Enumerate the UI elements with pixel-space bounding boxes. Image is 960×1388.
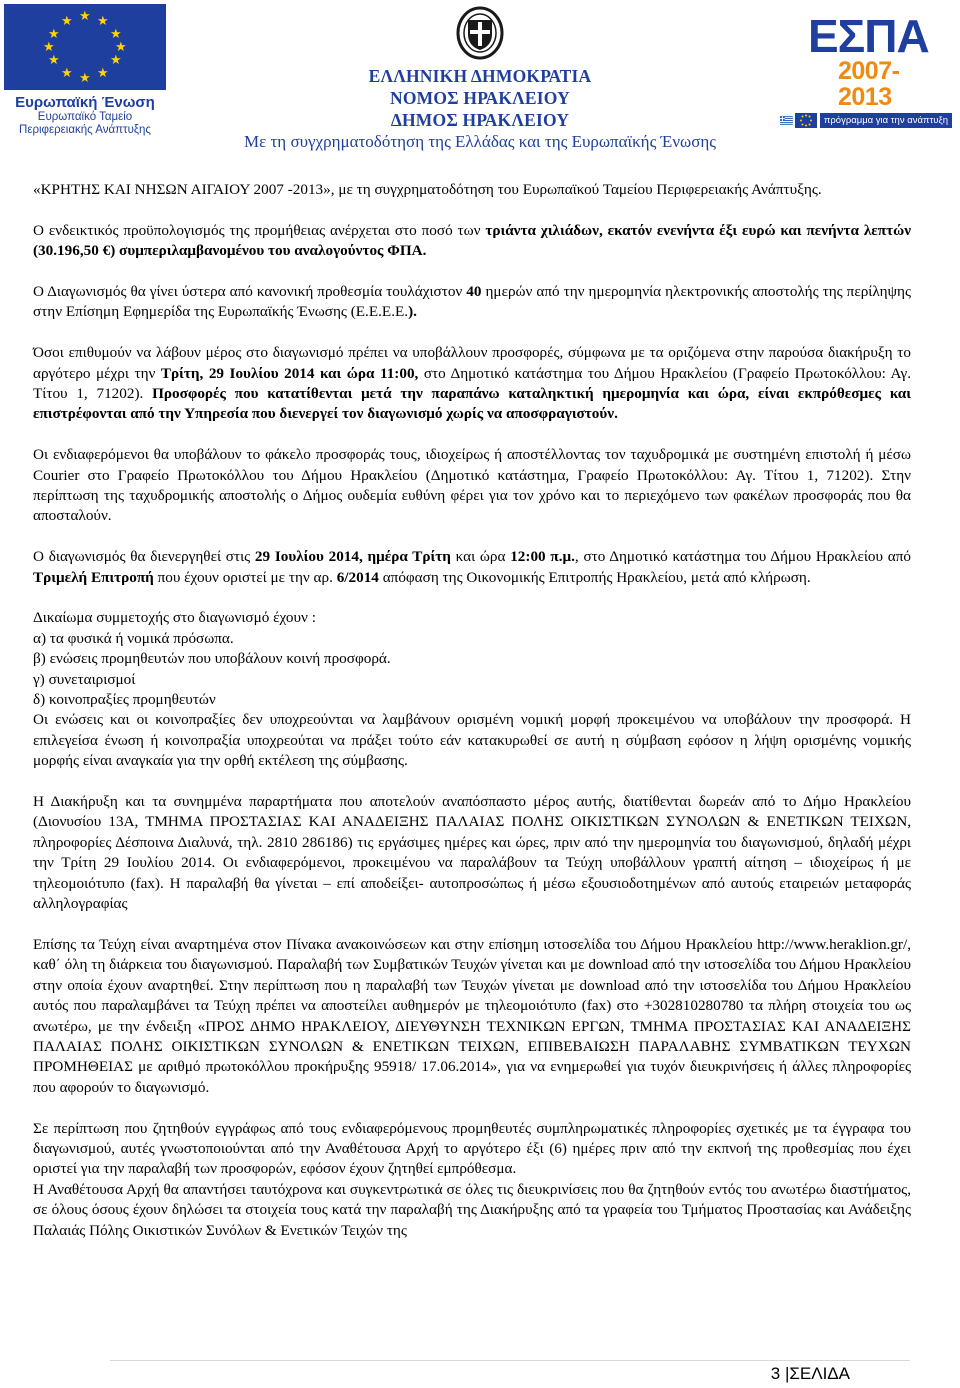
greek-flag-icon bbox=[780, 113, 793, 128]
period-text-2: ημερών από την ημερομηνία ηλεκτρονικής αποστολής της περίληψης στην Επίσημη Εφημερίδα της Ευρωπαϊκής Ένωσης (Ε.Ε.Ε.Ε. bbox=[33, 283, 911, 321]
participation-item-c: γ) συνεταιρισμοί bbox=[33, 670, 136, 688]
header-cofunding: Με τη συγχρηματοδότηση της Ελλάδας και της Ευρωπαϊκής Ένωσης bbox=[243, 132, 717, 151]
paragraph-documents-availability: Η Διακήρυξη και τα συνημμένα παραρτήματα που αποτελούν αναπόσπαστο μέρος αυτής, διατίθενται δωρεάν από το Δήμο Ηρακλείου (Διονυσίου 13Α, ΤΜΗΜΑ ΠΡΟΣΤΑΣΙΑΣ ΚΑΙ ΑΝΑΔΕΙΞΗΣ ΠΑΛΑΙΑΣ ΠΟΛΗΣ ΟΙΚΙΣΤΙΚΩΝ ΣΥΝΟΛΩΝ & ΕΝΕΤΙΚΩΝ ΤΕΙΧΩΝ, πληροφορίες Δέσποινα Διαλυνά, τηλ. 2810 286186) τις εργάσιμες ημέρες και ώρες, πριν από την ημερομηνία του διαγωνισμού, δηλαδή μέχρι την Τρίτη 29 Ιουλίου 2014. Οι ενδιαφερόμενοι, προκειμένου να παραλάβουν τα Τεύχη υποβάλλουν γραπτή αίτηση – ιδιοχείρως ή με τηλεομοιότυπο (fax). Η παραλαβή θα γίνεται – επί αποδείξει- αυτοπροσώπως ή μέσω εξουσιοδοτημένων από αυτούς εταιρειών μεταφοράς αλληλογραφίας bbox=[33, 793, 911, 913]
submission-late-notice: Προσφορές που κατατίθενται μετά την παραπάνω καταληκτική ημερομηνία και ώρα, είναι εκπρόθεσμες και επιστρέφονται από την Υπηρεσία που διενεργεί τον διαγωνισμό χωρίς να αποσφραγιστούν. bbox=[33, 385, 911, 423]
header-republic: ΕΛΛΗΝΙΚΗ ΔΗΜΟΚΡΑΤΙΑ bbox=[368, 66, 592, 86]
period-text-3: ). bbox=[408, 303, 417, 321]
submission-text-2: στο Δημοτικό κατάστημα του Δήμου Ηρακλείου (Γραφείο Πρωτοκόλλου: Αγ. Τίτου 1, 71202). bbox=[33, 364, 911, 403]
paragraph-program: «ΚΡΗΤΗΣ ΚΑΙ ΝΗΣΩΝ ΑΙΓΑΙΟΥ 2007 -2013», με τη συγχρηματοδότηση του Ευρωπαϊκού Ταμείου Περιφερειακής Ανάπτυξης. bbox=[33, 181, 822, 198]
greek-coat-of-arms-icon bbox=[455, 6, 505, 60]
participation-item-d: δ) κοινοπραξίες προμηθευτών bbox=[33, 691, 216, 709]
footer-divider bbox=[110, 1360, 910, 1361]
tender-text-5: απόφαση της Οικονομικής Επιτροπής Ηρακλείου, μετά από κλήρωση. bbox=[378, 568, 811, 586]
eu-name: Ευρωπαϊκή Ένωση bbox=[15, 94, 155, 111]
eu-fund-line-2: Περιφερειακής Ανάπτυξης bbox=[19, 124, 151, 136]
page-number: 3 |ΣΕΛΙΔΑ bbox=[770, 1364, 850, 1383]
paragraph-budget bbox=[33, 221, 911, 262]
eu-logo bbox=[4, 4, 166, 134]
tender-time: 12:00 π.μ. bbox=[510, 548, 575, 566]
espa-bar bbox=[780, 113, 952, 128]
submission-text-1: Όσοι επιθυμούν να λάβουν μέρος στο διαγωνισμό πρέπει να υποβάλλουν προσφορές, σύμφωνα με τα οριζόμενα στην παρούσα διακήρυξη το αργότερο μέχρι την bbox=[33, 344, 911, 382]
paragraph-documents-online: Επίσης τα Τεύχη είναι αναρτημένα στον Πίνακα ανακοινώσεων και στην επίσημη ιστοσελίδα του Δήμου Ηρακλείου http://www.heraklion.gr/, καθ΄ όλη τη διάρκεια του διαγωνισμού. Παραλαβή των Συμβατικών Τευχών γίνεται και με download από την ιστοσελίδα του Δήμου Ηρακλείου στην οποία έχουν αναρτηθεί. Στην περίπτωση που η παραλαβή των Τευχών γίνεται με download από την ιστοσελίδα του Δήμου Ηρακλείου αυτός που παραλαμβάνει τα Τεύχη πρέπει να αποστείλει αυθημερόν με τηλεομοιότυπο (fax) στο +302810280780 τα πλήρη στοιχεία του ως ανωτέρω, με την ένδειξη «ΠΡΟΣ ΔΗΜΟ ΗΡΑΚΛΕΙΟΥ, ΔΙΕΥΘΥΝΣΗ ΤΕΧΝΙΚΩΝ ΕΡΓΩΝ, ΤΜΗΜΑ ΠΡΟΣΤΑΣΙΑΣ ΚΑΙ ΑΝΑΔΕΙΞΗΣ ΠΑΛΑΙΑΣ ΠΟΛΗΣ ΟΙΚΙΣΤΙΚΩΝ ΣΥΝΟΛΩΝ & ΕΝΕΤΙΚΩΝ ΤΕΙΧΩΝ, ΕΠΙΒΕΒΑΙΩΣΗ ΠΑΡΑΛΑΒΗΣ ΣΥΜΒΑΤΙΚΩΝ ΤΕΥΧΩΝ ΠΡΟΜΗΘΕΙΑΣ με αριθμό πρωτοκόλλου προκήρυξης 95918/ 17.06.2014», για να ενημερωθεί για τυχόν διευκρινήσεις ή άλλες πληροφορίες που αφορούν το διαγωνισμό. bbox=[33, 935, 911, 1096]
espa-word: ΕΣΠΑ bbox=[808, 10, 929, 62]
paragraph-deadline-period bbox=[33, 282, 911, 323]
paragraph-delivery: Οι ενδιαφερόμενοι θα υποβάλουν το φάκελο προσφοράς τους, ιδιοχείρως ή αποστέλλοντας τον ταχυδρομικά με συστημένη επιστολή ή μέσω Courier στο Γραφείο Πρωτοκόλλου του Δήμου Ηρακλείου (Δημοτικό κατάστημα, Γραφείο Πρωτοκόλλου: Αγ. Τίτου 1, 71202). Στην περίπτωση της ταχυδρομικής αποστολής ο Δήμος ουδεμία ευθύνη φέρει για τον χρόνο και το περιεχόμενο των φακέλων προσφοράς που θα αποσταλούν. bbox=[33, 446, 911, 525]
paragraph-clarifications: Σε περίπτωση που ζητηθούν εγγράφως από τους ενδιαφερόμενους προμηθευτές συμπληρωματικές πληροφορίες σχετικές με τα έγγραφα του διαγωνισμού, αυτές γνωστοποιούνται από την Αναθέτουσα Αρχή το αργότερο έξι (6) ημέρες πριν από την εκπνοή της προθεσμίας που έχει οριστεί για την παραλαβή των προσφορών, εφόσον έχουν ζητηθεί εμπρόθεσμα. bbox=[33, 1119, 911, 1178]
period-text-1: Ο Διαγωνισμός θα γίνει ύστερα από κανονική προθεσμία τουλάχιστον bbox=[33, 283, 467, 300]
espa-years: 2007-2013 bbox=[838, 57, 900, 111]
participation-item-a: α) τα φυσικά ή νομικά πρόσωπα. bbox=[33, 629, 234, 647]
espa-logo bbox=[780, 10, 952, 126]
tender-text-4: που έχουν οριστεί με την αρ. bbox=[153, 568, 337, 586]
tender-text-2: και ώρα bbox=[450, 548, 511, 566]
period-days: 40 bbox=[466, 283, 482, 300]
paragraph-tender-date bbox=[33, 547, 911, 588]
tender-text-3: , στο Δημοτικό κατάστημα του Δήμου Ηρακλείου από bbox=[574, 548, 911, 566]
eu-fund-line-1: Ευρωπαϊκό Ταμείο bbox=[37, 111, 133, 123]
tender-text-1: Ο διαγωνισμός θα διενεργηθεί στις bbox=[33, 548, 255, 566]
eu-small-flag-icon bbox=[795, 113, 817, 128]
document-body bbox=[33, 180, 911, 1241]
tender-decision-number: 6/2014 bbox=[336, 568, 379, 586]
document-header bbox=[200, 6, 760, 153]
participation-item-b: β) ενώσεις προμηθευτών που υποβάλουν κοινή προσφορά. bbox=[33, 650, 391, 668]
eu-flag-icon: ★ ★ ★ ★ ★ ★ ★ ★ ★ ★ ★ ★ bbox=[4, 4, 166, 90]
budget-text: Ο ενδεικτικός προϋπολογισμός της προμήθειας ανέρχεται στο ποσό των bbox=[33, 221, 486, 239]
header-municipality: ΔΗΜΟΣ ΗΡΑΚΛΕΙΟΥ bbox=[390, 110, 570, 130]
espa-program-label: πρόγραμμα για την ανάπτυξη bbox=[820, 113, 952, 128]
tender-committee: Τριμελή Επιτροπή bbox=[33, 568, 154, 586]
tender-date: 29 Ιουλίου 2014, ημέρα Τρίτη bbox=[254, 548, 451, 566]
header-prefecture: ΝΟΜΟΣ ΗΡΑΚΛΕΙΟΥ bbox=[390, 88, 570, 108]
paragraph-clarifications-answer: Η Αναθέτουσα Αρχή θα απαντήσει ταυτόχρονα και συγκεντρωτικά σε όλες τις διευκρινίσεις που θα ζητηθούν εντός του ανωτέρω διαστήματος, σε όλους όσους έχουν δηλώσει τα στοιχεία τους κατά την παραλαβή της Διακήρυξης από τα γραφεία του Τμήματος Προστασίας και Ανάδειξης Παλαιάς Πόλης Οικιστικών Συνόλων & Ενετικών Τειχών της bbox=[33, 1180, 911, 1239]
participation-heading: Δικαίωμα συμμετοχής στο διαγωνισμό έχουν : bbox=[33, 609, 316, 627]
submission-date: Τρίτη, 29 Ιουλίου 2014 και ώρα 11:00, bbox=[160, 364, 419, 382]
paragraph-consortia: Οι ενώσεις και οι κοινοπραξίες δεν υποχρεούνται να λαμβάνουν ορισμένη νομική μορφή προκειμένου να υποβάλουν την προσφορά. Η επιλεγείσα ένωση ή κοινοπραξία υποχρεούται να πράξει τούτο εάν κατακυρωθεί σε αυτή η σύμβαση εφόσον η λήψη ορισμένης νομικής μορφής είναι αναγκαία για την ορθή εκτέλεση της σύμβασης. bbox=[33, 711, 911, 770]
budget-amount: τριάντα χιλιάδων, εκατόν ενενήντα έξι ευρώ και πενήντα λεπτών (30.196,50 €) συμπεριλαμβανομένου του αναλογούντος ΦΠΑ. bbox=[33, 221, 911, 260]
paragraph-submission bbox=[33, 343, 911, 425]
